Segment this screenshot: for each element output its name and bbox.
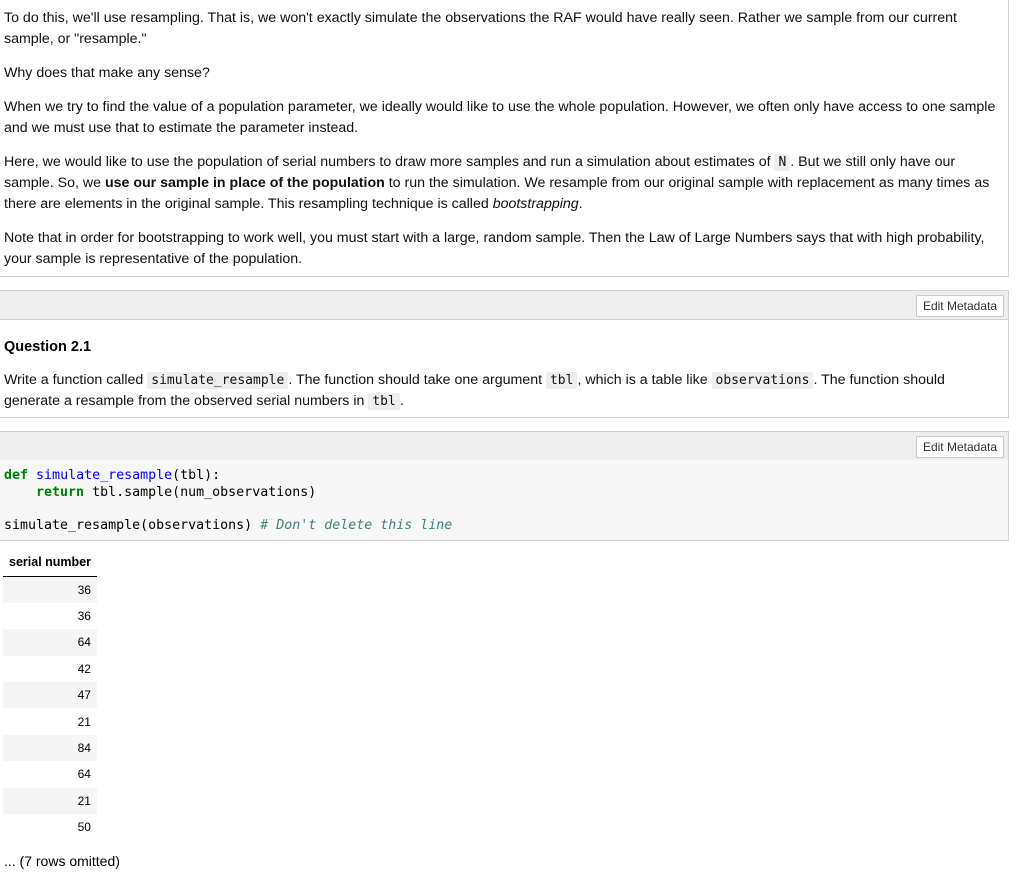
table-cell: 64 — [77, 767, 91, 782]
paragraph-bootstrapping — [4, 152, 1004, 215]
text: Here, we would like to use the population of serial numbers to draw more samples and run a simulation about estimates of — [4, 154, 775, 170]
text: . — [399, 393, 404, 409]
table-cell: 64 — [3, 629, 97, 655]
table-row — [3, 629, 97, 655]
paragraph-law-of-large-numbers: Note that in order for bootstrapping to work well, you must start with a large, random sample. Then the Law of Large Numbers says that with high probability, your sample is representative of the population. — [4, 230, 985, 267]
table-cell: 36 — [3, 577, 97, 603]
code-text: simulate_resample(observations) — [4, 518, 261, 533]
code-line-def — [4, 468, 220, 483]
inline-code-observations: observations — [712, 372, 814, 389]
text: . — [578, 196, 583, 212]
table-cell: 36 — [77, 609, 91, 624]
keyword: return — [36, 485, 85, 500]
question-text — [4, 370, 1004, 412]
code-cell-editor[interactable] — [0, 460, 1009, 541]
text: . The function should take one argument — [288, 372, 546, 388]
table-row — [3, 682, 97, 708]
italic-text: bootstrapping — [492, 196, 579, 212]
table-row — [3, 577, 97, 603]
question-title: Question 2.1 — [4, 339, 92, 355]
output-table — [3, 551, 97, 840]
table-cell: 47 — [3, 682, 97, 708]
table-row — [3, 708, 97, 734]
inline-code-function-name: simulate_resample — [147, 372, 288, 389]
text: . But we still only have our sample. So, we — [4, 154, 956, 191]
table-header-serial-number: serial number — [3, 551, 97, 577]
table-row — [3, 788, 97, 814]
function-name: simulate_resample — [36, 468, 173, 483]
table-row — [3, 656, 97, 682]
code-comment: # Don't delete this line — [260, 518, 453, 533]
table-row — [3, 603, 97, 629]
table-row — [3, 735, 97, 761]
code-line-call — [4, 518, 452, 533]
paragraph-why: Why does that make any sense? — [4, 65, 210, 81]
text: , which is a table like — [577, 372, 712, 388]
table-cell: 21 — [77, 714, 91, 729]
table-cell: 84 — [3, 735, 97, 761]
inline-code-tbl: tbl — [368, 393, 399, 410]
markdown-cell-intro — [0, 0, 1009, 277]
keyword: def — [4, 468, 29, 483]
text: to run the simulation. We resample from our original sample with replacement as many times as there are elements in the original sample. This resampling technique is called — [4, 175, 990, 212]
table-cell: 50 — [77, 820, 91, 835]
edit-metadata-button[interactable]: Edit Metadata — [916, 295, 1004, 317]
cell-toolbar — [0, 290, 1009, 320]
bold-text: use our sample in place of the population — [104, 175, 385, 191]
inline-code-n: N — [774, 154, 790, 171]
table-row — [3, 814, 97, 840]
inline-code-tbl: tbl — [546, 372, 577, 389]
code-text: (tbl): — [172, 468, 221, 483]
paragraph-population-parameter: When we try to find the value of a population parameter, we ideally would like to use the whole population. However, we often only have access to one sample and we must use that to estimate the parameter instead. — [4, 99, 996, 136]
text: . The function should generate a resample from the observed serial numbers in — [4, 372, 945, 409]
cell-toolbar — [0, 431, 1009, 461]
code-line-return — [4, 485, 316, 500]
edit-metadata-button[interactable]: Edit Metadata — [916, 436, 1004, 458]
rows-omitted-note: ... (7 rows omitted) — [4, 853, 120, 869]
table-cell: 42 — [77, 661, 91, 676]
table-row — [3, 761, 97, 787]
paragraph-resampling: To do this, we'll use resampling. That is, we won't exactly simulate the observations the RAF would have really seen. Rather we sample from our current sample, or "resample." — [4, 10, 957, 47]
table-cell: 21 — [3, 788, 97, 814]
text: Write a function called — [4, 372, 148, 388]
code-text: tbl.sample(num_observations) — [84, 485, 317, 500]
